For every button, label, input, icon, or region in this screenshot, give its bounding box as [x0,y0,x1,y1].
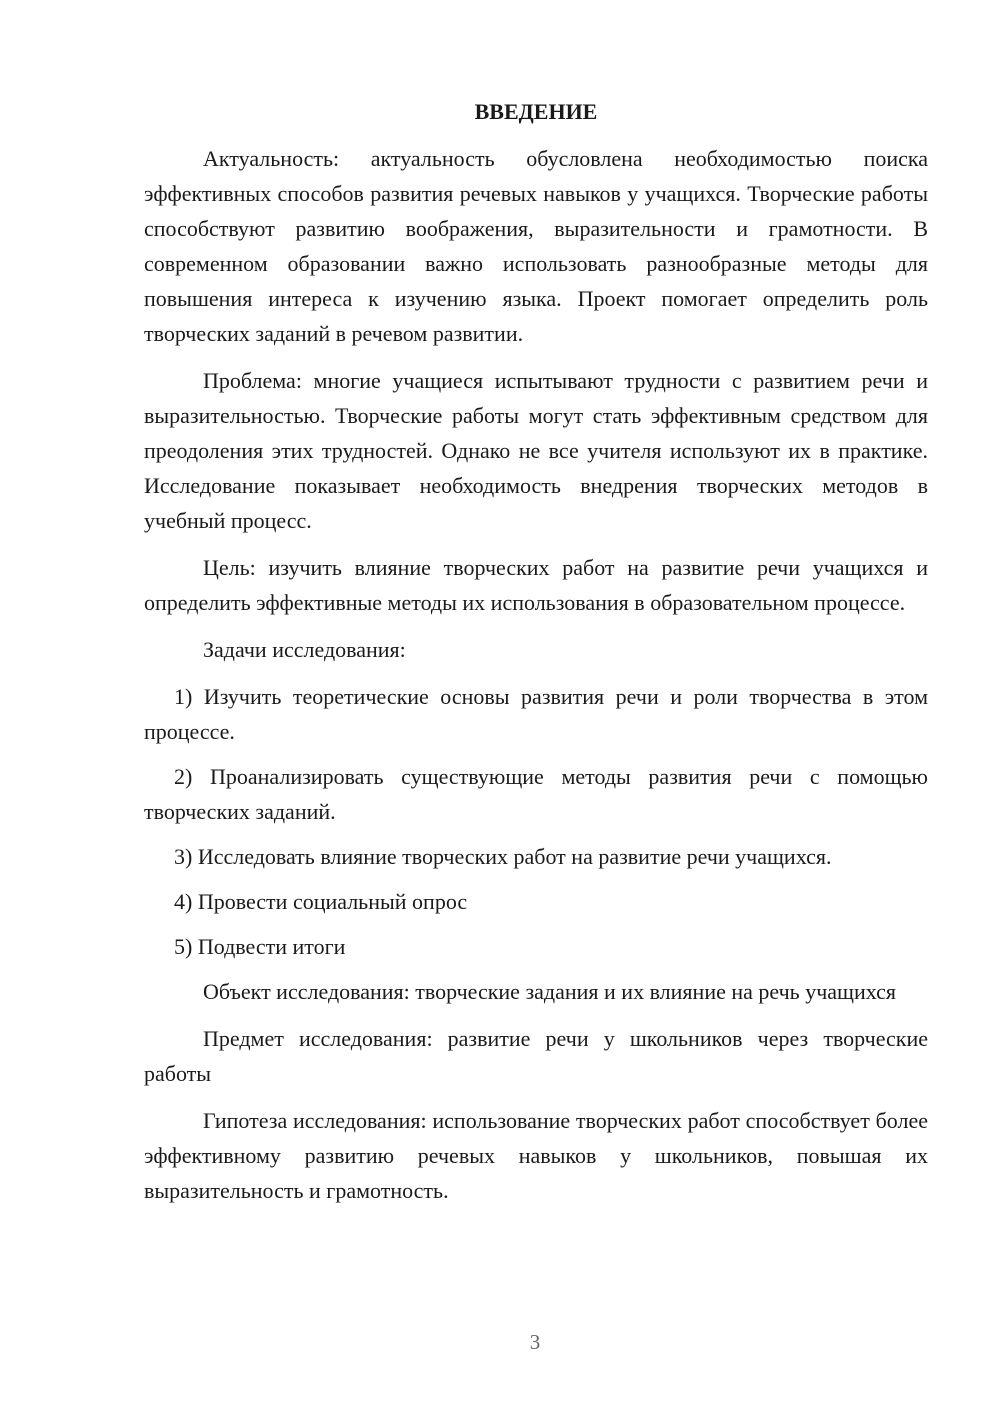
task-item-3: 3) Исследовать влияние творческих работ на развитие речи учащихся. [174,844,832,869]
paragraph-subject: Предмет исследования: развитие речи у школьников через творческие работы [144,1026,928,1086]
paragraph-relevance: Актуальность: актуальность обусловлена необходимостью поиска эффективных способов развития речевых навыков у учащихся. Творческие работы способствуют развитию воображения, выразительности и грамотности. В современном образовании важно использовать разнообразные методы для повышения интереса к изучению языка. Проект помогает определить роль творческих заданий в речевом развитии. [144,146,928,346]
paragraph-tasks-heading: Задачи исследования: [203,637,406,662]
document-body [144,94,928,1220]
paragraph-object: Объект исследования: творческие задания и их влияние на речь учащихся [203,979,896,1004]
paragraph-hypothesis: Гипотеза исследования: использование творческих работ способствует более эффективному развитию речевых навыков у школьников, повышая их выразительность и грамотность. [144,1108,928,1203]
page-title: ВВЕДЕНИЕ [474,99,598,124]
paragraph-problem: Проблема: многие учащиеся испытывают трудности с развитием речи и выразительностью. Творческие работы могут стать эффективным средством для преодоления этих трудностей. Однако не все учителя используют их в практике. Исследование показывает необходимость внедрения творческих методов в учебный процесс. [144,368,928,533]
task-item-4: 4) Провести социальный опрос [174,889,468,914]
task-item-5: 5) Подвести итоги [174,934,346,959]
page-number: 3 [529,1330,541,1354]
task-item-2: 2) Проанализировать существующие методы развития речи с помощью творческих заданий. [144,764,928,824]
task-item-1: 1) Изучить теоретические основы развития речи и роли творчества в этом процессе. [144,684,928,744]
paragraph-goal: Цель: изучить влияние творческих работ на развитие речи учащихся и определить эффективные методы их использования в образовательном процессе. [144,555,928,615]
